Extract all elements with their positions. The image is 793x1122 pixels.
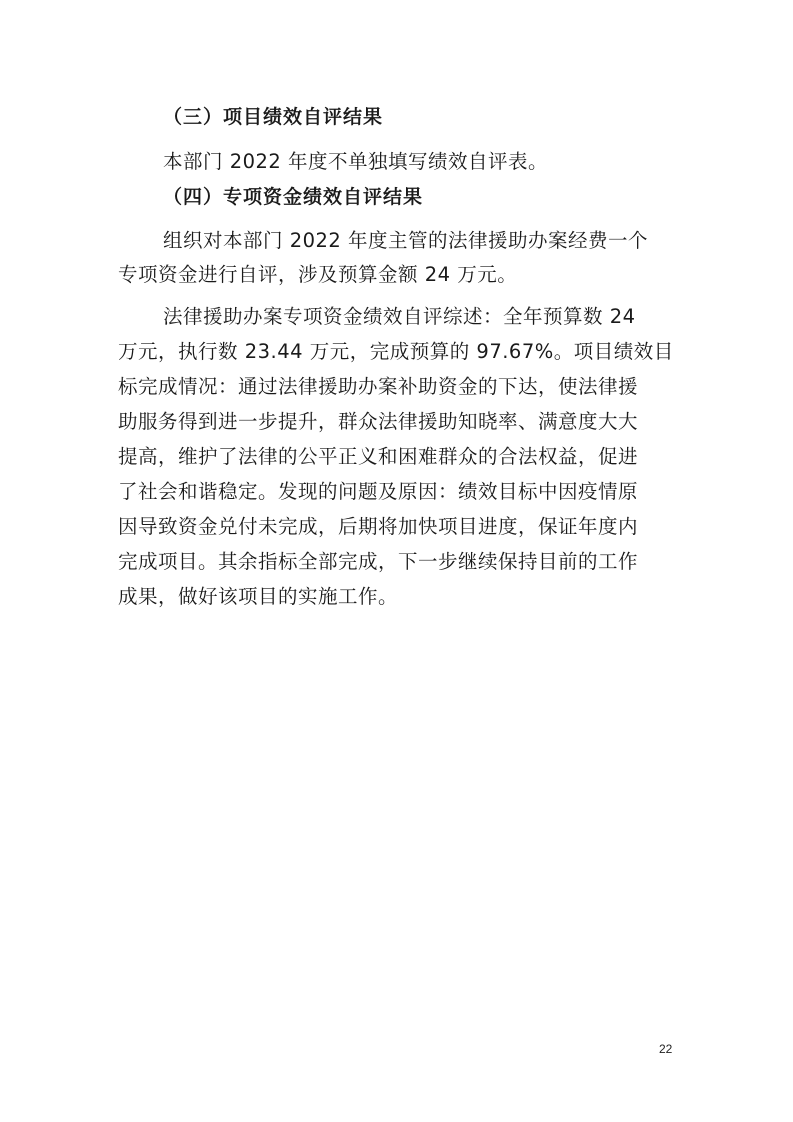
paragraph-line: 了社会和谐稳定。发现的问题及原因：绩效目标中因疫情原 [118, 480, 639, 503]
paragraph-line: 专项资金进行自评，涉及预算金额 24 万元。 [118, 263, 518, 286]
section-3-body: 本部门 2022 年度不单独填写绩效自评表。 [163, 150, 549, 173]
paragraph-line: 完成项目。其余指标全部完成，下一步继续保持目前的工作 [118, 550, 639, 573]
paragraph-line: 标完成情况：通过法律援助办案补助资金的下达，使法律援 [118, 375, 639, 398]
paragraph-line: 法律援助办案专项资金绩效自评综述：全年预算数 24 [163, 305, 636, 328]
paragraph-line: 助服务得到进一步提升，群众法律援助知晓率、满意度大大 [118, 410, 639, 433]
section-4-heading: （四）专项资金绩效自评结果 [163, 186, 424, 208]
paragraph-line: 提高，维护了法律的公平正义和困难群众的合法权益，促进 [118, 445, 639, 468]
paragraph-line: 成果，做好该项目的实施工作。 [118, 585, 399, 608]
paragraph-line: 万元，执行数 23.44 万元，完成预算的 97.67%。项目绩效目 [118, 340, 674, 363]
page-number: 22 [659, 1042, 673, 1056]
section-3-heading: （三）项目绩效自评结果 [163, 106, 384, 128]
paragraph-line: 因导致资金兑付未完成，后期将加快项目进度，保证年度内 [118, 515, 639, 538]
paragraph-line: 组织对本部门 2022 年度主管的法律援助办案经费一个 [163, 229, 649, 252]
